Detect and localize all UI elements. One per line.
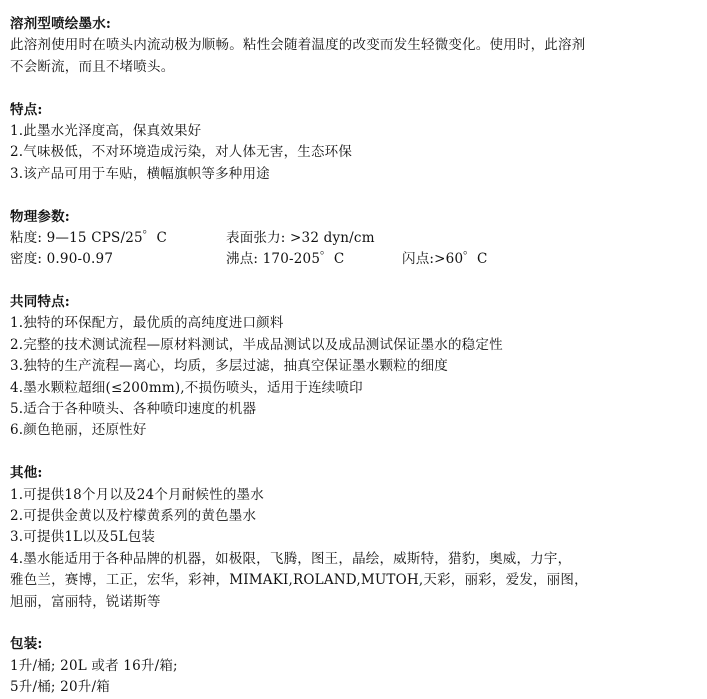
solvent-ink-heading: 溶剂型喷绘墨水: bbox=[10, 16, 112, 32]
boiling-point-value: 沸点: 170-205゜C bbox=[226, 251, 345, 268]
section-spacer bbox=[10, 613, 700, 634]
section-spacer bbox=[10, 271, 700, 292]
section-spacer bbox=[10, 442, 700, 463]
common-features-item: 6.颜色艳丽，还原性好 bbox=[10, 422, 147, 439]
physical-parameters-section bbox=[10, 207, 700, 271]
other-item: 2.可提供金黄以及柠檬黄系列的黄色墨水 bbox=[10, 507, 257, 524]
density-value: 密度: 0.90-0.97 bbox=[10, 251, 114, 268]
other-heading: 其他: bbox=[10, 465, 43, 482]
other-section bbox=[10, 463, 700, 613]
other-item-continued: 雅色兰，赛博，工正，宏华，彩神，MIMAKI,ROLAND,MUTOH,天彩，丽彩，爱发，丽图， bbox=[10, 572, 588, 589]
packaging-item: 5升/桶; 20升/箱 bbox=[10, 679, 110, 696]
features-item: 2.气味极低，不对环境造成污染，对人体无害，生态环保 bbox=[10, 144, 353, 161]
features-section bbox=[10, 100, 700, 186]
features-item: 1.此墨水光泽度高，保真效果好 bbox=[10, 122, 202, 139]
other-item: 3.可提供1L以及5L包装 bbox=[10, 529, 156, 546]
other-item: 1.可提供18个月以及24个月耐候性的墨水 bbox=[10, 486, 264, 503]
physical-parameters-heading: 物理参数: bbox=[10, 208, 70, 225]
common-features-item: 2.完整的技术测试流程—原材料测试，半成品测试以及成品测试保证墨水的稳定性 bbox=[10, 336, 503, 353]
packaging-heading: 包装: bbox=[10, 636, 43, 653]
document-body bbox=[10, 14, 700, 699]
viscosity-value: 粘度: 9—15 CPS/25゜C bbox=[10, 229, 168, 246]
packaging-item: 1升/桶; 20L 或者 16升/箱; bbox=[10, 657, 178, 674]
common-features-section bbox=[10, 292, 700, 442]
common-features-heading: 共同特点: bbox=[10, 294, 70, 311]
flash-point-value: 闪点:>60゜C bbox=[402, 251, 488, 268]
surface-tension-value: 表面张力: >32 dyn/cm bbox=[226, 229, 375, 246]
common-features-item: 1.独特的环保配方，最优质的高纯度进口颜料 bbox=[10, 315, 284, 332]
features-item: 3.该产品可用于车贴，横幅旗帜等多种用途 bbox=[10, 165, 270, 182]
common-features-item: 3.独特的生产流程—离心，均质，多层过滤，抽真空保证墨水颗粒的细度 bbox=[10, 358, 448, 375]
common-features-item: 4.墨水颗粒超细(≤200mm),不损伤喷头，适用于连续喷印 bbox=[10, 379, 363, 396]
other-item: 4.墨水能适用于各种品牌的机器，如极限，飞腾，图王，晶绘，威斯特，猎豹，奥威，力宇， bbox=[10, 550, 572, 567]
packaging-section bbox=[10, 634, 700, 698]
parameters-row bbox=[10, 228, 700, 249]
section-spacer bbox=[10, 185, 700, 206]
solvent-ink-line: 此溶剂使用时在喷头内流动极为顺畅。粘性会随着温度的改变而发生轻微变化。使用时，此溶剂 bbox=[10, 37, 586, 54]
other-item-continued: 旭丽，富丽特，锐诺斯等 bbox=[10, 593, 161, 610]
common-features-item: 5.适合于各种喷头、各种喷印速度的机器 bbox=[10, 401, 257, 418]
parameters-row bbox=[10, 249, 700, 270]
section-spacer bbox=[10, 78, 700, 99]
solvent-ink-section bbox=[10, 14, 700, 78]
solvent-ink-line: 不会断流，而且不堵喷头。 bbox=[10, 58, 175, 75]
features-heading: 特点: bbox=[10, 101, 43, 118]
